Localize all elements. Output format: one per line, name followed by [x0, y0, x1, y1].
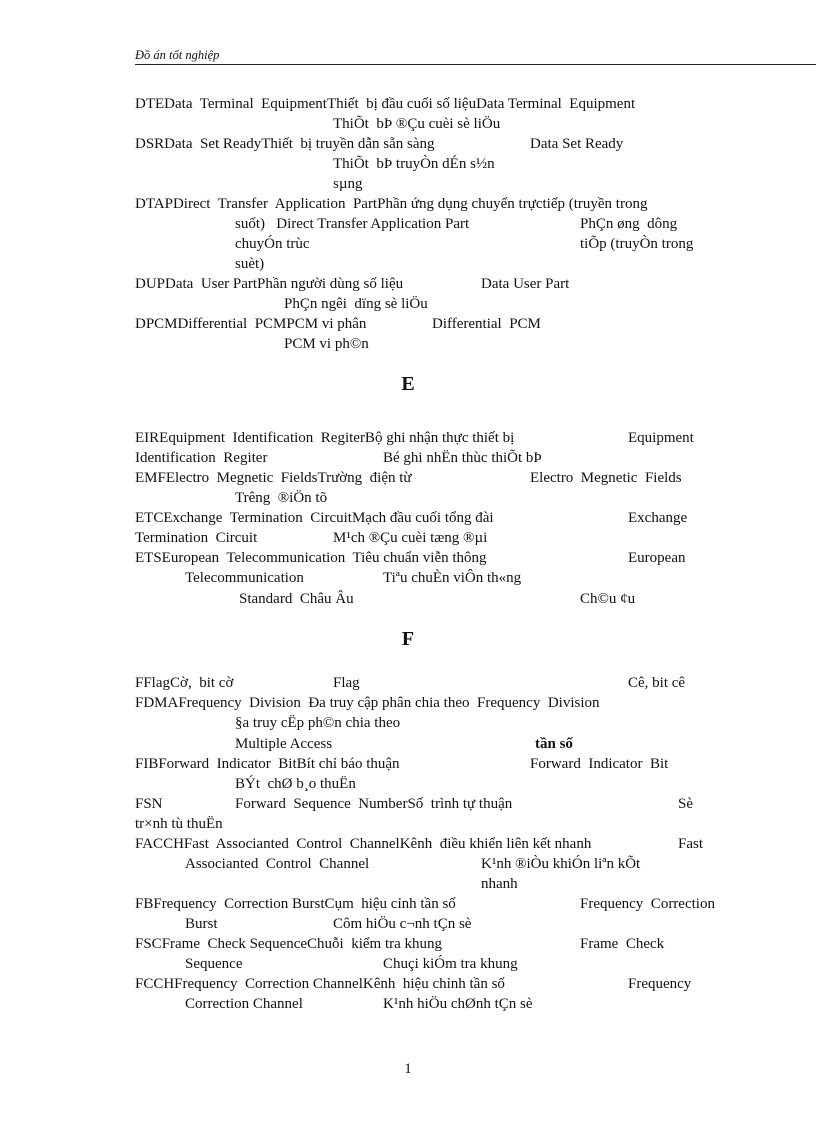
entry-dsr-line2: ThiÕt bÞ truyÒn dÉn s½n [333, 156, 495, 172]
entry-fdma-line2: §a truy cËp ph©n chia theo [235, 715, 401, 731]
entry-dte-line1: DTEData Terminal EquipmentThiết bị đầu cuối số liệuData Terminal Equipment [135, 96, 636, 112]
entry-dup-line1: DUPData User PartPhần người dùng số liệu [135, 276, 404, 292]
entry-fflag-vi: Cê, bit cê [628, 675, 686, 691]
entry-ets-line3b: Ch©u ¢u [580, 591, 636, 607]
entry-fdma-line3b: tần số [535, 736, 573, 752]
entry-facch-line3: nhanh [481, 876, 518, 892]
entry-fcch-line1: FCCHFrequency Correction ChannelKênh hiệu chỉnh tần số [135, 976, 505, 992]
entry-dtap-line3: chuyÓn trùc [235, 236, 310, 252]
entry-fib-line2: BÝt chØ b¸o thuËn [235, 776, 356, 792]
entry-dtap-line4: suèt) [235, 256, 265, 272]
entry-fcch-line2: Correction Channel [185, 996, 303, 1012]
entry-fsn-line1: Forward Sequence NumberSố trình tự thuận [235, 796, 513, 812]
entry-facch-line2b: K¹nh ®iÒu khiÓn liªn kÕt [481, 856, 641, 872]
entry-fsc-line1: FSCFrame Check SequenceChuỗi kiểm tra khung [135, 936, 443, 952]
entry-fdma-line1: FDMAFrequency Division Đa truy cập phân chia theo Frequency Division [135, 695, 600, 711]
entry-fsn-line2: tr×nh tù thuËn [135, 816, 223, 832]
entry-fcch-line2b: K¹nh hiÖu chØnh tÇn sè [383, 996, 533, 1012]
entry-ets-line2b: Tiªu chuÈn viÔn th«ng [383, 570, 522, 586]
entry-dsr-line1: DSRData Set ReadyThiết bị truyền dẫn sẵn sàng [135, 136, 435, 152]
entry-fb-line2b: Côm hiÖu c¬nh tÇn sè [333, 916, 472, 932]
section-heading-e: E [401, 373, 415, 395]
entry-dtap-line3b: tiÕp (truyÒn trong [580, 236, 694, 252]
entry-fsc-en: Frame Check [580, 936, 665, 952]
entry-facch-line2: Associanted Control Channel [185, 856, 370, 872]
entry-ets-en: European [628, 550, 686, 566]
entry-etc-line2: Termination Circuit [135, 530, 258, 546]
entry-fflag-en: Flag [333, 675, 360, 691]
entry-fsc-line2: Sequence [185, 956, 243, 972]
entry-eir-line2b: Bé ghi nhËn thùc thiÕt bÞ [383, 450, 542, 466]
entry-fflag-line1: FFlagCờ, bit cờ [135, 675, 234, 691]
entry-etc-en: Exchange [628, 510, 688, 526]
entry-fsn-abbr: FSN [135, 796, 163, 812]
entry-dsr-en: Data Set Ready [530, 136, 624, 152]
entry-emf-line2: Trêng ®iÖn tõ [235, 490, 328, 506]
entry-dtap-line2: suốt) Direct Transfer Application Part [235, 216, 470, 232]
entry-dtap-line2b: PhÇn øng dông [580, 216, 678, 232]
entry-fdma-line3: Multiple Access [235, 736, 333, 752]
entry-dsr-line3: sµng [333, 176, 363, 192]
entry-dtap-line1: DTAPDirect Transfer Application PartPhần ứng dụng chuyển trựctiếp (truyền trong [135, 196, 648, 212]
entry-eir-line2: Identification Regiter [135, 450, 268, 466]
section-heading-f: F [401, 628, 415, 650]
entry-dte-line2: ThiÕt bÞ ®Çu cuèi sè liÖu [333, 116, 501, 132]
entry-dpcm-en: Differential PCM [432, 316, 541, 332]
page-number: 1 [404, 1061, 412, 1077]
header-rule [135, 64, 816, 65]
entry-eir-line1: EIREquipment Identification RegiterBộ ghi nhận thực thiết bị [135, 430, 515, 446]
entry-etc-line1: ETCExchange Termination CircuitMạch đầu cuối tổng đài [135, 510, 494, 526]
entry-dpcm-line2: PCM vi ph©n [284, 336, 369, 352]
entry-fb-en: Frequency Correction [580, 896, 715, 912]
entry-fib-en: Forward Indicator Bit [530, 756, 669, 772]
entry-fib-line1: FIBForward Indicator BitBít chỉ báo thuận [135, 756, 400, 772]
entry-fsc-line2b: Chuçi kiÓm tra khung [383, 956, 518, 972]
entry-fsn-vi: Sè [678, 796, 693, 812]
entry-dpcm-line1: DPCMDifferential PCMPCM vi phân [135, 316, 367, 332]
entry-ets-line1: ETSEuropean Telecommunication Tiêu chuẩn viễn thông [135, 550, 487, 566]
entry-fcch-en: Frequency [628, 976, 692, 992]
entry-fb-line2: Burst [185, 916, 218, 932]
entry-etc-line2b: M¹ch ®Çu cuèi tæng ®µi [333, 530, 488, 546]
entry-dup-en: Data User Part [481, 276, 570, 292]
entry-ets-line3: Standard Châu Âu [239, 591, 354, 607]
entry-facch-line1: FACCHFast Associanted Control ChannelKênh điều khiển liên kết nhanh [135, 836, 592, 852]
entry-ets-line2: Telecommunication [185, 570, 304, 586]
entry-emf-line1: EMFElectro Megnetic FieldsTrường điện từ [135, 470, 412, 486]
page-header-title: Đồ án tốt nghiệp [135, 48, 220, 62]
entry-facch-en: Fast [678, 836, 704, 852]
entry-emf-en: Electro Megnetic Fields [530, 470, 682, 486]
entry-fb-line1: FBFrequency Correction BurstCụm hiệu cỉnh tần số [135, 896, 456, 912]
entry-dup-line2: PhÇn ngêi dïng sè liÖu [284, 296, 428, 312]
entry-eir-en: Equipment [628, 430, 694, 446]
